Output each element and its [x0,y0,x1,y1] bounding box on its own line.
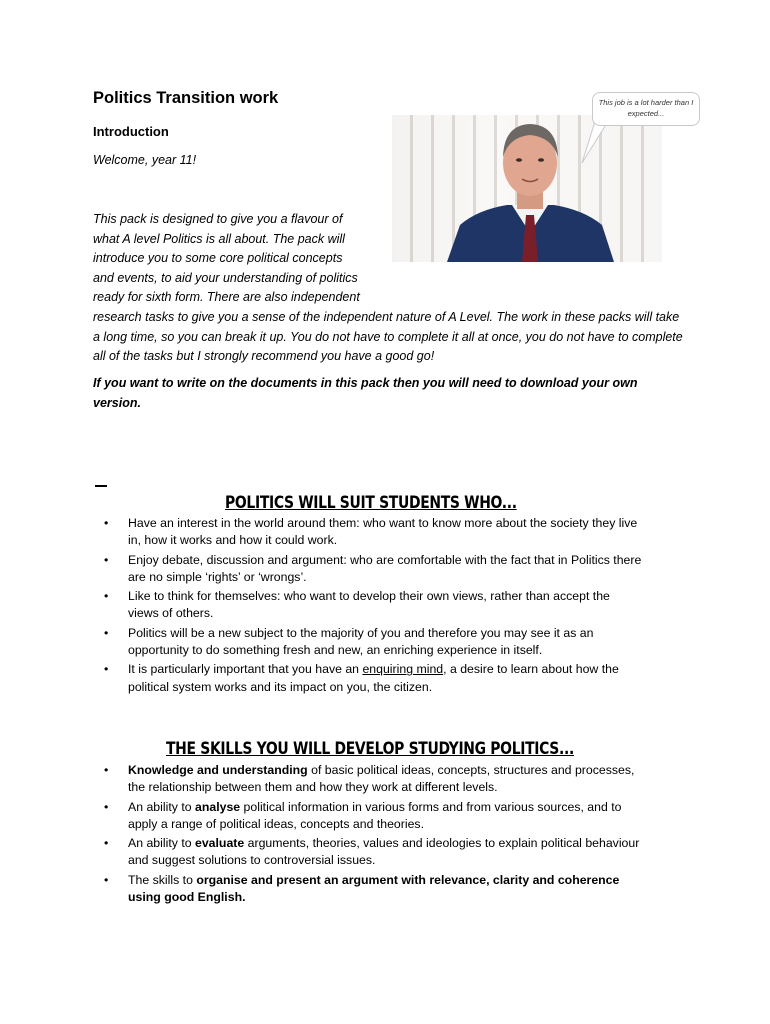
list-item: • It is particularly important that you have an enquiring mind, a desire to learn about how the political system works and its impact on you, the citizen. [104,662,619,694]
list-item: • Politics will be a new subject to the majority of you and therefore you may see it as an opportunity to do something fresh and new, an enriching experience in itself. [104,625,594,658]
introduction-heading: Introduction [93,124,169,139]
list-item: • An ability to analyse political information in various forms and from various sources, and to apply a range of political ideas, concepts and theories. [104,799,622,831]
list-item: • The skills to organise and present an argument with relevance, clarity and coherence using good English. [104,872,620,905]
list-item: • Like to think for themselves: who want to develop their own views, rather than accept the views of others. [104,589,610,621]
list-item: • Knowledge and understanding of basic political ideas, concepts, structures and processes, the relationship between them and how they work at different levels. [104,763,635,795]
section-heading-suit-students: POLITICS WILL SUIT STUDENTS WHO... [225,493,517,513]
section-heading-skills: THE SKILLS YOU WILL DEVELOP STUDYING POLITICS... [166,739,574,759]
intro-paragraph: This pack is designed to give you a flavour of what A level Politics is all about. The pack will introduce you to some core political concepts and events, to aid your understanding of politics ready for sixth form. There are also independent research tasks to give you a sense of the independent nature of A Level. The work in these packs will take a long time, so you can break it up. You do not have to complete it all at once, you do not have to complete all of the tasks but I strongly recommend you have a good go! [93,212,683,364]
page-title: Politics Transition work [93,89,279,107]
download-note: If you want to write on the documents in this pack then you will need to download your own version. [93,376,638,410]
list-item: • Enjoy debate, discussion and argument: who are comfortable with the fact that in Politics there are no simple ‘rights’ or ‘wrongs’. [104,552,642,584]
list-item: • Have an interest in the world around them: who want to know more about the society they live in, how it works and how it could work. [104,516,638,548]
speech-bubble: This job is a lot harder than I expected... [592,92,700,126]
list-item: • An ability to evaluate arguments, theories, values and ideologies to explain political behaviour and suggest solutions to controversial issues. [104,836,640,868]
suit-students-list [104,515,644,698]
stray-mark [95,485,107,487]
skills-list [104,762,644,908]
welcome-text: Welcome, year 11! [93,153,197,167]
